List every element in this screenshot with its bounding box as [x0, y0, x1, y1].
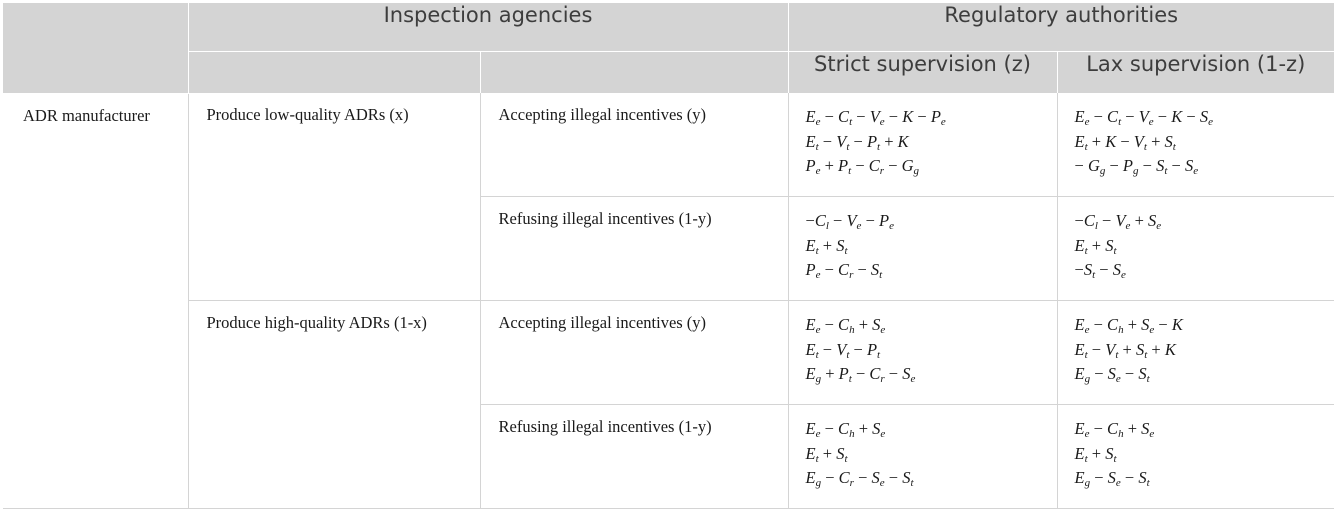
- payoff-line: $E_e - C_h + S_e$: [805, 419, 886, 440]
- payoff-line: $E_e - C_t - V_e - K - S_e$: [1074, 107, 1213, 128]
- header-lax-supervision: Lax supervision (1-z): [1057, 52, 1334, 94]
- payoff-cell: [788, 197, 1057, 301]
- table-row: [3, 301, 1334, 405]
- row-label-high-quality: Produce high-quality ADRs (1-x): [188, 301, 480, 509]
- payoff-line: $E_g - C_r - S_e - S_t$: [805, 468, 914, 489]
- payoff-line: − $G_g - P_g - S_t - S_e$: [1074, 156, 1199, 177]
- payoff-line: $E_t - V_t - P_t + K$: [805, 131, 909, 153]
- payoff-line: $P_e - C_r - S_t$: [805, 260, 883, 281]
- payoff-line: $E_t + S_t$: [805, 443, 848, 465]
- row-label-accept-high: Accepting illegal incentives (y): [480, 301, 788, 405]
- payoff-cell: [1057, 197, 1334, 301]
- header-regulatory-authorities: Regulatory authorities: [788, 3, 1334, 52]
- payoff-line: $-S_t - S_e$: [1074, 260, 1126, 281]
- header-inspection-agencies: Inspection agencies: [188, 3, 788, 52]
- payoff-cell: [1057, 93, 1334, 197]
- payoff-cell: [1057, 301, 1334, 405]
- payoff-line: $E_t + K - V_t + S_t$: [1074, 131, 1176, 153]
- row-label-low-quality: Produce low-quality ADRs (x): [188, 93, 480, 301]
- header-row-1: [3, 3, 1334, 52]
- payoff-line: $E_t + S_t$: [1074, 443, 1117, 465]
- payoff-line: $E_e - C_t - V_e - K - P_e$: [805, 107, 946, 128]
- header-blank-2: [480, 52, 788, 94]
- payoff-matrix-table: [3, 3, 1334, 509]
- payoff-cell: [788, 93, 1057, 197]
- row-label-refuse-low: Refusing illegal incentives (1-y): [480, 197, 788, 301]
- payoff-cell: [1057, 405, 1334, 509]
- header-blank-1: [188, 52, 480, 94]
- header-row-2: [3, 52, 1334, 94]
- payoff-line: $-C_l - V_e + S_e$: [1074, 211, 1162, 232]
- header-corner-cell: [3, 3, 188, 93]
- payoff-cell: [788, 405, 1057, 509]
- header-strict-supervision: Strict supervision (z): [788, 52, 1057, 94]
- payoff-line: $E_t - V_t - P_t$: [805, 339, 881, 361]
- payoff-line: $E_t + S_t$: [805, 235, 848, 257]
- row-label-accept-low: Accepting illegal incentives (y): [480, 93, 788, 197]
- payoff-line: $E_g + P_t - C_r - S_e$: [805, 364, 916, 385]
- row-label-manufacturer: ADR manufacturer: [3, 93, 188, 509]
- payoff-line: $E_g - S_e - S_t$: [1074, 364, 1150, 385]
- row-label-refuse-high: Refusing illegal incentives (1-y): [480, 405, 788, 509]
- payoff-line: $E_e - C_h + S_e - K$: [1074, 315, 1183, 336]
- payoff-line: $E_t + S_t$: [1074, 235, 1117, 257]
- payoff-line: $E_e - C_h + S_e$: [1074, 419, 1155, 440]
- payoff-line: $E_e - C_h + S_e$: [805, 315, 886, 336]
- table-row: [3, 93, 1334, 197]
- payoff-line: $E_t - V_t + S_t + K$: [1074, 339, 1176, 361]
- payoff-cell: [788, 301, 1057, 405]
- payoff-line: $P_e + P_t - C_r - G_g$: [805, 156, 920, 177]
- payoff-line: $-C_l - V_e - P_e$: [805, 211, 894, 232]
- payoff-line: $E_g - S_e - S_t$: [1074, 468, 1150, 489]
